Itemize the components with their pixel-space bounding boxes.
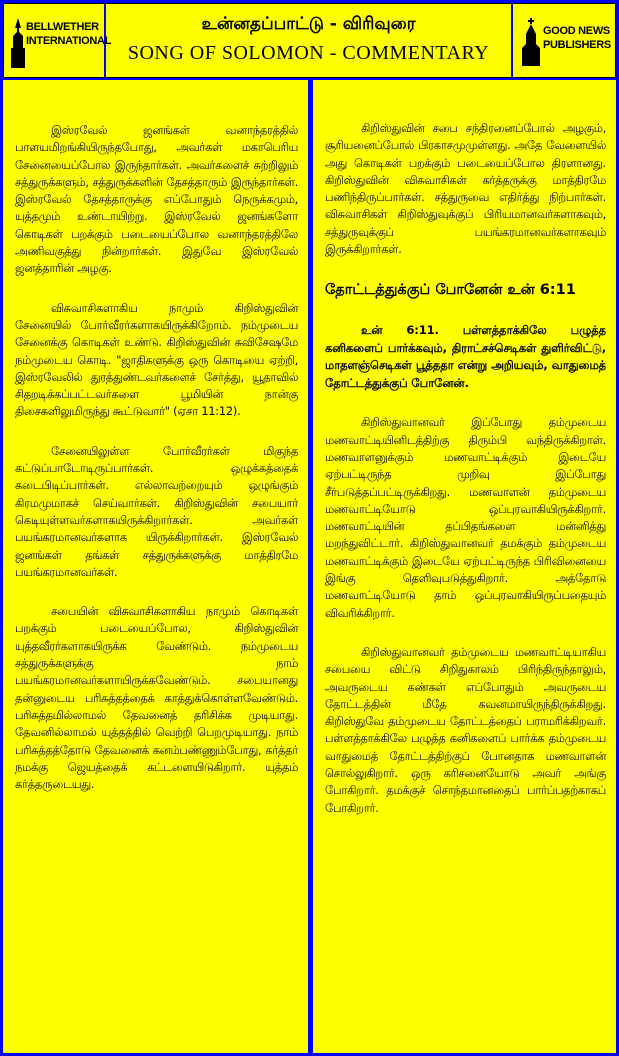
left-column [3,80,308,1053]
paragraph: விசுவாசிகளாகிய நாமும் கிறிஸ்துவின் சேனையில் போர்வீரர்களாகயிருக்கிறோம். நம்முடைய சேனைக்கு கொடிகள் உண்டு. கிறிஸ்துவின் சுவிசேஷமே நம்முடைய கொடி. "ஜாதிகளுக்கு ஒரு கொடியை ஏற்றி, இஸ்ரவேலில் துரத்துண்டவர்களைச் சேர்த்து, யூதாவில் சிதறடிக்கப்பட்டவர்களை பூமியின் நான்கு திசைகளிலுமிருந்து கூட்டுவார்" (ஏசா 11:12). [15,301,298,419]
good-news-logo [511,4,615,77]
section-heading: தோட்டத்துக்குப் போனேன் உன் 6:11 [325,282,576,299]
paragraph: கிறிஸ்துவின் சபை சந்திரனைப்போல் அழகும், சூரியனைப்போல் பிரகாசமுமுள்ளது. அதே வேளையில் அது கொடிகள் பறக்கும் படையைப்போல திரளானது. கிறிஸ்துவின் விசுவாசிகள் கர்த்தருக்கு மாத்திரமே பணிந்திருப்பார்கள். சத்துருவை எதிர்த்து நிற்பார்கள். விசுவாசிகள் கிறிஸ்துவுக்குப் பிரியமானவர்களாகவும், சத்துருவுக்குப் பயங்கரமானவர்களாகவும் இருக்கிறார்கள். [325,122,606,257]
church-icon [520,18,542,66]
right-logo-text: GOOD NEWS PUBLISHERS [543,25,611,51]
left-logo-text: BELLWETHER INTERNATIONAL [26,21,112,47]
title-block [108,4,509,77]
title-english: SONG OF SOLOMON - COMMENTARY [127,42,490,64]
paragraph: கிறிஸ்துவானவர் தம்முடைய மணவாட்டியாகிய சபையை விட்டு சிறிதுகாலம் பிரிந்திருந்தாலும், அவருடைய கண்கள் எப்போதும் அவருடைய தோட்டத்தின் மீதே கவனமாயிருந்திருக்கிறது. கிறிஸ்துவே தம்முடைய தோட்டத்தைப் பராமரிக்கிறவர். பள்ளத்தாக்கிலே பழுத்த கனிகளைப் பார்க்க தம்முடைய வாதுமைத் தோட்டத்திற்குப் போனதாக மணவாளன் சொல்லுகிறார். ஒரு கரிசனையோடு அவர் அங்கு போகிறார். தமக்குச் சொந்தமானதைப் பார்ப்பதற்காகப் போகிறார். [325,645,606,815]
page-header [3,3,616,78]
paragraph: இஸ்ரவேல் ஜனங்கள் வனாந்தரத்தில் பாளயமிறங்கியிருந்தபோது, அவர்கள் மகாபெரிய சேனையைப்போல இருந்தார்கள். அவர்களைச் சுற்றிலும் சத்துருக்களும், சத்துருக்களின் தேசத்தாரும் இருந்தார்கள். இஸ்ரவேல் தேசத்தாருக்கு எப்போதும் நெருக்கமும், யுத்தமும் உண்டாயிற்று. இஸ்ரவேல் ஜனங்களோ கொடிகள் பறக்கும் படையைப்போல வனாந்தரத்திலே அணிவகுத்து நின்றார்கள். இதுவே இஸ்ரவேல் ஜனத்தாரின் அழகு. [15,124,298,276]
verse-quote: உன் 6:11. பள்ளத்தாக்கிலே பழுத்த கனிகளைப் பார்க்கவும், திராட்சச்செடிகள் துளிர்விட்டு, மாதளஞ்செடிகள் பூத்ததா என்று அறியவும், வாதுமைத் தோட்டத்துக்குப் போனேன். [325,323,606,390]
paragraph: கிறிஸ்துவானவர் இப்போது தம்முடைய மணவாட்டியினிடத்திற்கு திரும்பி வந்திருக்கிறாள். மணவாளனுக்கும் மணவாட்டிக்கும் இடையே ஏற்பட்டிருந்த முறிவு இப்போது சீர்படுத்தப்பட்டிருக்கிறது. மணவாளன் தம்முடைய மணவாட்டியோடு ஒப்புரவாகியிருக்கிறார். மணவாட்டியின் தப்பிதங்களை மன்னித்து மறந்துவிட்டார். கிறிஸ்துவானவர் தமக்கும் தம்முடைய மணவாட்டிக்கும் இடையே ஏற்பட்டிருந்த பிரிவினையை இங்கு தெளிவுபடுத்துகிறார். அத்தோடு மணவாட்டியோடு தாம் ஒப்புரவாகியிருப்பதையும் விவரிக்கிறார். [325,416,606,620]
bellwether-logo [4,4,112,77]
paragraph: சபையின் விசுவாசிகளாகிய நாமும் கொடிகள் பறக்கும் படையைப்போல, கிறிஸ்துவின் யுத்தவீரர்களாகயிருக்க வேண்டும். நம்முடைய சத்துருக்களுக்கு நாம் பயங்கரமானவர்களாயிருக்கவேண்டும். சபையானது தன்னுடைய பரிசுத்தத்தைக் காத்துக்கொள்ளவேண்டும். பரிசுத்தமில்லாமல் தேவனைத் தரிசிக்க முடியாது. தேவனில்லாமல் யுத்தத்தில் வெற்றி பெறமுடியாது. நாம் பரிசுத்தத்தோடு தேவனைக் கனம்பண்ணும்போது, கர்த்தர் நமக்கு ஜெயத்தைக் கட்டளையிடுகிறார். யுத்தம் கர்த்தருடையது. [15,605,298,792]
right-column [313,80,616,1053]
title-tamil: உன்னதப்பாட்டு - விரிவுரை [201,14,416,34]
paragraph: சேனையிலுள்ள போர்வீரர்கள் மிகுந்த கட்டுப்பாடோடிருப்பார்கள். ஒழுக்கத்தைக் கடைபிடிப்பார்கள். எல்லாவற்றையும் ஒழுங்கும் கிரமமுமாகச் செய்வார்கள். கிறிஸ்துவின் சபையார் கெடியுள்ளவர்களாகயிருக்கிறார்கள். அவர்கள் பயங்கரமானவர்களாக யிருக்கிறார்கள். இஸ்ரவேல் ஜனங்கள் தங்கள் சத்துருக்களுக்கு மாத்திரமே பயங்கரமானவர்கள். [15,444,298,579]
bell-tower-icon [8,18,28,68]
